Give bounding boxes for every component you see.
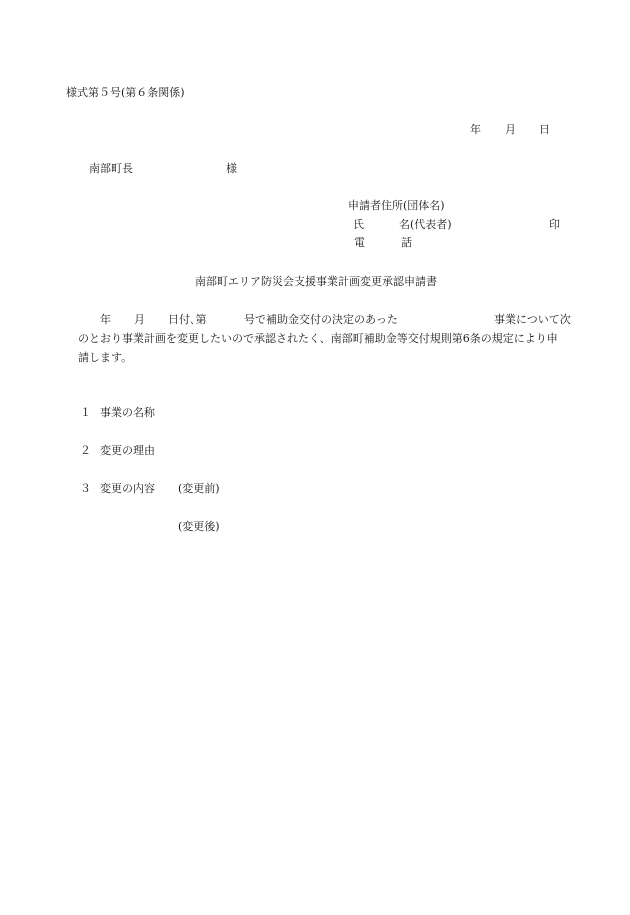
- body-year: 年: [100, 313, 111, 326]
- change-after-label: (変更後): [178, 520, 220, 533]
- body-project-suffix: 事業について次: [494, 313, 571, 326]
- item-label: 事業の名称: [100, 406, 155, 419]
- item-label: 変更の理由: [100, 444, 155, 457]
- addressee-name: 南部町長: [89, 162, 133, 175]
- date-month: 月: [505, 123, 516, 136]
- item-number: ３: [80, 482, 91, 495]
- applicant-phone-label-1: 電: [354, 236, 365, 249]
- body-line-2: のとおり事業計画を変更したいので承認されたく、南部町補助金等交付規則第6条の規定により申: [78, 332, 558, 345]
- applicant-address-label: 申請者住所(団体名): [348, 199, 445, 212]
- applicant-name-label-1: 氏: [353, 218, 364, 231]
- applicant-name-label-2: 名(代表者): [399, 218, 452, 231]
- body-decision: 号で補助金交付の決定のあった: [244, 313, 398, 326]
- body-line-3: 請します。: [78, 351, 133, 364]
- date-day: 日: [539, 123, 550, 136]
- item-label: 変更の内容: [100, 482, 155, 495]
- item-number: ２: [80, 444, 91, 457]
- document-title: 南部町エリア防災会支援事業計画変更承認申請書: [195, 275, 437, 288]
- change-before-label: (変更前): [178, 482, 220, 495]
- body-month: 月: [134, 313, 145, 326]
- seal-mark: 印: [549, 218, 560, 231]
- body-day-no: 日付､第: [168, 313, 207, 326]
- addressee-honorific: 様: [226, 162, 237, 175]
- applicant-phone-label-2: 話: [401, 236, 412, 249]
- form-number: 様式第５号(第６条関係): [66, 86, 185, 99]
- item-number: １: [80, 406, 91, 419]
- date-year: 年: [470, 123, 481, 136]
